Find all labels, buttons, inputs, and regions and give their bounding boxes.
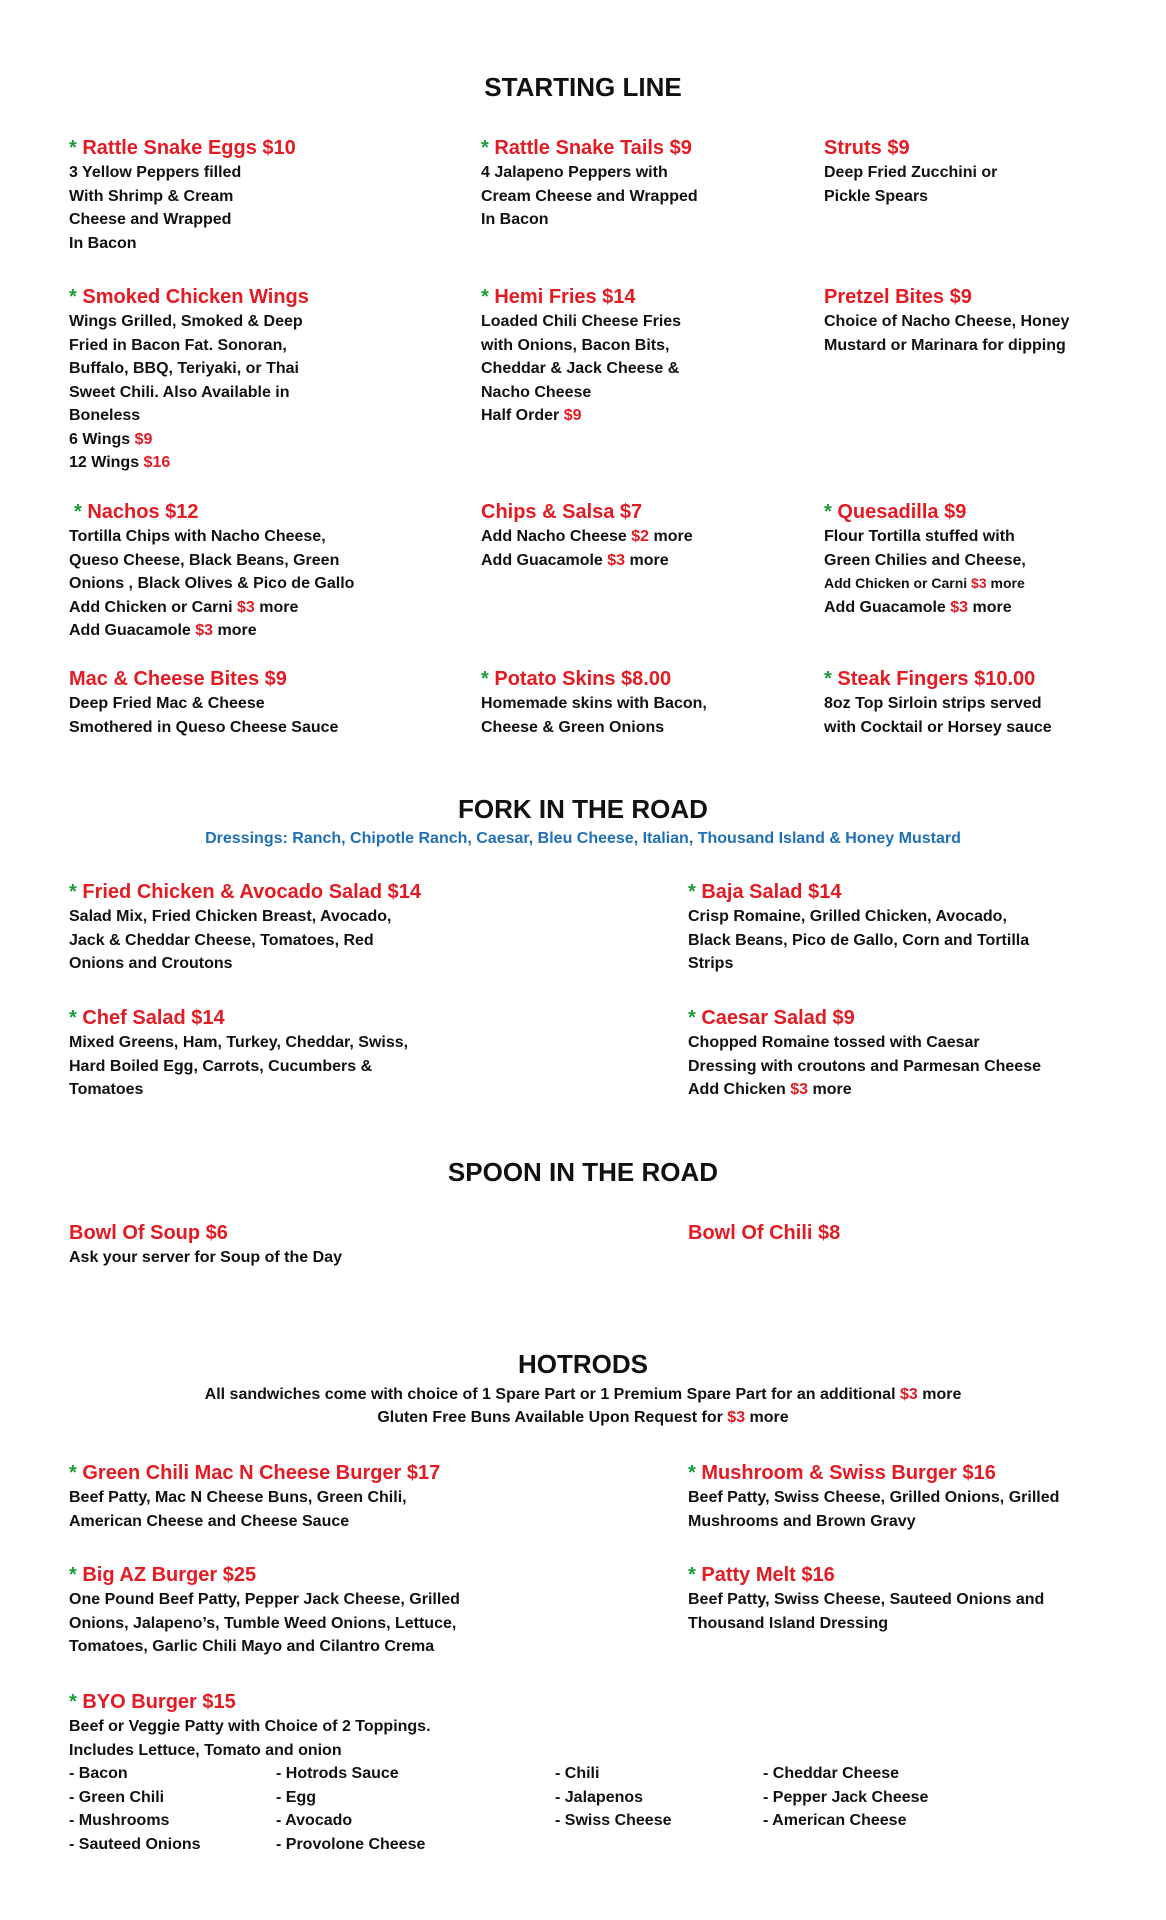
option-label: Half Order xyxy=(481,407,560,424)
star-marker: * xyxy=(688,881,696,903)
star-marker: * xyxy=(69,286,77,308)
desc-line: Jack & Cheddar Cheese, Tomatoes, Red xyxy=(69,931,374,949)
desc-line: Boneless xyxy=(69,407,141,424)
add-on xyxy=(481,525,693,549)
item-title xyxy=(688,1562,1044,1588)
add-on-price: $3 xyxy=(195,622,214,639)
desc-line: American Cheese and Cheese Sauce xyxy=(69,1512,350,1530)
item-name: Quesadilla $9 xyxy=(837,501,967,523)
item-title xyxy=(69,1460,440,1486)
desc-line: With Shrimp & Cream xyxy=(69,187,234,205)
item-description xyxy=(69,1715,431,1762)
add-on-suffix: more xyxy=(990,575,1025,591)
star-marker: * xyxy=(69,1691,77,1713)
add-on-suffix: more xyxy=(653,528,693,545)
menu-item-chef-salad xyxy=(69,1005,408,1102)
desc-line: Thousand Island Dressing xyxy=(688,1614,889,1632)
add-on-price: $3 xyxy=(790,1081,809,1098)
item-name: Caesar Salad $9 xyxy=(701,1007,855,1029)
item-description xyxy=(69,161,296,255)
item-title xyxy=(824,284,1069,310)
desc-line: Onions, Jalapeno’s, Tumble Weed Onions, Lettuce, xyxy=(69,1614,457,1632)
item-description xyxy=(69,1246,342,1270)
desc-line: Loaded Chili Cheese Fries xyxy=(481,313,682,330)
desc-line: Cream Cheese and Wrapped xyxy=(481,187,698,205)
desc-line: Queso Cheese, Black Beans, Green xyxy=(69,551,340,569)
item-name: Patty Melt $16 xyxy=(701,1564,835,1586)
item-title xyxy=(824,666,1052,692)
topping: - Hotrods Sauce xyxy=(276,1765,399,1782)
desc-line: One Pound Beef Patty, Pepper Jack Cheese, Grilled xyxy=(69,1591,460,1608)
item-description xyxy=(824,692,1052,739)
desc-line: Fried in Bacon Fat. Sonoran, xyxy=(69,336,287,354)
menu-item-chips-salsa xyxy=(481,499,693,572)
desc-line: Wings Grilled, Smoked & Deep xyxy=(69,313,303,330)
desc-line: Chopped Romaine tossed with Caesar xyxy=(688,1034,980,1051)
desc-line: with Onions, Bacon Bits, xyxy=(481,336,670,354)
note-text: Gluten Free Buns Available Upon Request for xyxy=(377,1409,723,1426)
item-description xyxy=(688,905,1029,976)
desc-line: Smothered in Queso Cheese Sauce xyxy=(69,718,339,736)
desc-line: Cheddar & Jack Cheese & xyxy=(481,360,680,377)
add-on xyxy=(481,549,693,573)
star-marker: * xyxy=(688,1462,696,1484)
item-name: Chips & Salsa $7 xyxy=(481,501,643,523)
note-price: $3 xyxy=(727,1409,746,1426)
item-description xyxy=(688,1031,1041,1102)
desc-line: Sweet Chili. Also Available in xyxy=(69,383,290,401)
item-description xyxy=(69,525,354,643)
item-title xyxy=(824,499,1026,525)
item-title xyxy=(481,284,681,310)
star-marker: * xyxy=(481,286,489,308)
item-description xyxy=(824,525,1026,619)
item-title xyxy=(688,1220,840,1246)
item-title xyxy=(69,284,309,310)
desc-line: Salad Mix, Fried Chicken Breast, Avocado, xyxy=(69,908,392,925)
item-name: Green Chili Mac N Cheese Burger $17 xyxy=(82,1462,441,1484)
section-title-hotrods: HOTRODS xyxy=(518,1349,648,1379)
item-title xyxy=(481,499,693,525)
topping: - Cheddar Cheese xyxy=(763,1765,900,1782)
item-title xyxy=(824,135,997,161)
item-name: Big AZ Burger $25 xyxy=(82,1564,257,1586)
item-description xyxy=(688,1486,1059,1533)
option-price: $16 xyxy=(143,454,171,471)
item-title xyxy=(69,1220,342,1246)
item-name: Chef Salad $14 xyxy=(82,1007,225,1029)
item-name: Struts $9 xyxy=(824,137,910,159)
item-title xyxy=(69,1689,431,1715)
item-title xyxy=(688,879,1029,905)
option-label: 12 Wings xyxy=(69,454,140,471)
item-description xyxy=(481,692,707,739)
desc-line: Buffalo, BBQ, Teriyaki, or Thai xyxy=(69,360,299,377)
add-on-label: Add Chicken or Carni xyxy=(69,598,233,616)
note-text: more xyxy=(749,1409,789,1426)
menu-item-smoked-chicken-wings xyxy=(69,284,309,475)
desc-line: Crisp Romaine, Grilled Chicken, Avocado, xyxy=(688,908,1007,925)
note-text: more xyxy=(922,1386,962,1403)
desc-line: Beef Patty, Swiss Cheese, Sauteed Onions and xyxy=(688,1591,1045,1608)
item-name: Bowl Of Soup $6 xyxy=(69,1222,228,1244)
menu-item-potato-skins xyxy=(481,666,707,739)
item-title xyxy=(69,135,296,161)
topping: - Jalapenos xyxy=(555,1789,644,1806)
item-description xyxy=(69,692,338,739)
desc-line: Beef Patty, Mac N Cheese Buns, Green Chili, xyxy=(69,1489,407,1506)
add-on xyxy=(69,619,354,643)
star-marker: * xyxy=(69,881,77,903)
menu-item-struts xyxy=(824,135,997,208)
topping: - Swiss Cheese xyxy=(555,1812,672,1829)
item-description xyxy=(69,905,421,976)
desc-line: Cheese & Green Onions xyxy=(481,718,665,736)
desc-line: Flour Tortilla stuffed with xyxy=(824,528,1015,545)
add-on-suffix: more xyxy=(629,551,669,569)
item-name: Pretzel Bites $9 xyxy=(824,286,972,308)
star-marker: * xyxy=(688,1007,696,1029)
gluten-free-note xyxy=(0,1406,1166,1430)
section-title-starting-line: STARTING LINE xyxy=(484,72,682,102)
menu-item-rattle-snake-eggs xyxy=(69,135,296,255)
desc-line: 8oz Top Sirloin strips served xyxy=(824,695,1042,712)
add-on xyxy=(688,1078,1041,1102)
menu-item-baja-salad xyxy=(688,879,1029,976)
item-description xyxy=(69,1588,460,1659)
menu-item-rattle-snake-tails xyxy=(481,135,698,232)
desc-line: Deep Fried Mac & Cheese xyxy=(69,695,265,712)
item-title xyxy=(69,879,421,905)
desc-line: Nacho Cheese xyxy=(481,383,592,401)
price-option xyxy=(69,451,309,475)
add-on-price: $3 xyxy=(950,598,969,616)
item-name: Fried Chicken & Avocado Salad $14 xyxy=(82,881,421,903)
item-description xyxy=(481,525,693,572)
item-name: Smoked Chicken Wings xyxy=(82,286,309,308)
option-price: $9 xyxy=(134,430,153,448)
section-title-fork-in-the-road: FORK IN THE ROAD xyxy=(458,794,708,824)
item-description xyxy=(824,310,1069,357)
add-on-price: $3 xyxy=(971,575,987,591)
desc-line: Homemade skins with Bacon, xyxy=(481,695,707,712)
menu-item-hemi-fries xyxy=(481,284,681,428)
desc-line: Mushrooms and Brown Gravy xyxy=(688,1512,916,1530)
desc-line: In Bacon xyxy=(481,211,549,228)
item-description xyxy=(69,1031,408,1102)
topping: - Green Chili xyxy=(69,1789,165,1806)
menu-item-fried-chicken-avocado-salad xyxy=(69,879,421,976)
note-text: All sandwiches come with choice of 1 Spare Part or 1 Premium Spare Part for an additional xyxy=(204,1386,896,1403)
add-on-label: Add Guacamole xyxy=(481,551,603,569)
desc-line: 4 Jalapeno Peppers with xyxy=(481,164,668,181)
desc-line: Onions , Black Olives & Pico de Gallo xyxy=(69,575,355,592)
desc-line: Pickle Spears xyxy=(824,187,929,205)
item-name: Nachos $12 xyxy=(87,501,199,523)
item-name: BYO Burger $15 xyxy=(82,1691,236,1713)
option-price: $9 xyxy=(563,407,582,424)
desc-line: Green Chilies and Cheese, xyxy=(824,551,1026,569)
item-title xyxy=(69,1562,460,1588)
add-on-suffix: more xyxy=(972,598,1012,616)
item-title xyxy=(69,666,338,692)
desc-line: Black Beans, Pico de Gallo, Corn and Tortilla xyxy=(688,931,1030,949)
topping: - Bacon xyxy=(69,1765,128,1782)
menu-item-caesar-salad xyxy=(688,1005,1041,1102)
star-marker: * xyxy=(481,668,489,690)
topping: - Avocado xyxy=(276,1812,353,1829)
menu-item-steak-fingers xyxy=(824,666,1052,739)
item-name: Baja Salad $14 xyxy=(701,881,842,903)
item-title xyxy=(74,499,199,525)
desc-line: Mixed Greens, Ham, Turkey, Cheddar, Swiss, xyxy=(69,1034,409,1051)
desc-line: Mustard or Marinara for dipping xyxy=(824,336,1066,354)
item-name: Rattle Snake Tails $9 xyxy=(494,137,692,159)
add-on-label: Add Chicken or Carni xyxy=(824,575,968,591)
item-description xyxy=(481,310,681,428)
star-marker: * xyxy=(824,668,832,690)
topping: - Chili xyxy=(555,1765,600,1782)
item-name: Hemi Fries $14 xyxy=(494,286,636,308)
item-description xyxy=(824,161,997,208)
star-marker: * xyxy=(481,137,489,159)
topping: - Egg xyxy=(276,1789,316,1806)
add-on-price: $3 xyxy=(237,598,255,616)
menu-item-nachos xyxy=(74,499,199,525)
item-description xyxy=(69,310,309,475)
star-marker: * xyxy=(69,137,77,159)
desc-line: with Cocktail or Horsey sauce xyxy=(824,718,1052,736)
star-marker: * xyxy=(688,1564,696,1586)
desc-line: Strips xyxy=(688,955,734,972)
menu-item-pretzel-bites xyxy=(824,284,1069,357)
add-on-label: Add Nacho Cheese xyxy=(481,528,627,545)
star-marker: * xyxy=(74,501,82,523)
item-name: Mac & Cheese Bites $9 xyxy=(69,668,287,690)
menu-item-bowl-of-soup xyxy=(69,1220,342,1270)
item-title xyxy=(688,1460,1059,1486)
menu-item-patty-melt xyxy=(688,1562,1044,1635)
item-description xyxy=(688,1588,1044,1635)
desc-line: Deep Fried Zucchini or xyxy=(824,164,998,181)
price-option xyxy=(481,404,681,428)
add-on xyxy=(824,572,1026,596)
note-price: $3 xyxy=(899,1386,918,1403)
topping: - Sauteed Onions xyxy=(69,1836,201,1853)
add-on-suffix: more xyxy=(217,622,257,639)
desc-line: Tomatoes, Garlic Chili Mayo and Cilantro Crema xyxy=(69,1638,435,1655)
item-name: Mushroom & Swiss Burger $16 xyxy=(701,1462,996,1484)
desc-line: Cheese and Wrapped xyxy=(69,211,232,228)
desc-line: 3 Yellow Peppers filled xyxy=(69,164,242,181)
menu-item-bowl-of-chili xyxy=(688,1220,840,1246)
add-on-label: Add Guacamole xyxy=(69,622,191,639)
desc-line: Choice of Nacho Cheese, Honey xyxy=(824,313,1070,330)
item-title xyxy=(688,1005,1041,1031)
topping: - Provolone Cheese xyxy=(276,1836,426,1853)
dressings-note: Dressings: Ranch, Chipotle Ranch, Caesar, Bleu Cheese, Italian, Thousand Island & Honey Mustard xyxy=(205,830,961,847)
desc-line: Ask your server for Soup of the Day xyxy=(69,1249,342,1266)
add-on-suffix: more xyxy=(812,1081,852,1098)
desc-line: Tortilla Chips with Nacho Cheese, xyxy=(69,528,326,545)
menu-item-quesadilla xyxy=(824,499,1026,619)
add-on xyxy=(824,596,1026,620)
topping: - American Cheese xyxy=(763,1812,907,1829)
menu-item-big-az-burger xyxy=(69,1562,460,1659)
item-description xyxy=(69,1486,440,1533)
item-name: Potato Skins $8.00 xyxy=(494,668,672,690)
desc-line: Beef or Veggie Patty with Choice of 2 Toppings. xyxy=(69,1718,431,1735)
item-description xyxy=(481,161,698,232)
desc-line: Dressing with croutons and Parmesan Cheese xyxy=(688,1057,1041,1075)
menu-item-green-chili-mac-burger xyxy=(69,1460,440,1533)
menu-item-byo-burger xyxy=(69,1689,431,1762)
add-on-label: Add Chicken xyxy=(688,1081,786,1098)
star-marker: * xyxy=(824,501,832,523)
hotrods-note xyxy=(0,1383,1166,1407)
item-name: Rattle Snake Eggs $10 xyxy=(82,137,296,159)
topping: - Mushrooms xyxy=(69,1812,170,1829)
add-on-suffix: more xyxy=(259,598,299,616)
section-title-spoon-in-the-road: SPOON IN THE ROAD xyxy=(447,1157,719,1187)
option-label: 6 Wings xyxy=(69,430,131,448)
item-title xyxy=(481,135,698,161)
item-name: Bowl Of Chili $8 xyxy=(688,1222,841,1244)
price-option xyxy=(69,428,309,452)
menu-item-mac-cheese-bites xyxy=(69,666,338,739)
desc-line: Beef Patty, Swiss Cheese, Grilled Onions, Grilled xyxy=(688,1489,1060,1506)
desc-line: Onions and Croutons xyxy=(69,955,233,972)
star-marker: * xyxy=(69,1564,77,1586)
add-on xyxy=(69,596,354,620)
menu-item-mushroom-swiss-burger xyxy=(688,1460,1059,1533)
desc-line: Includes Lettuce, Tomato and onion xyxy=(69,1741,342,1759)
star-marker: * xyxy=(69,1007,77,1029)
topping: - Pepper Jack Cheese xyxy=(763,1789,929,1806)
desc-line: Tomatoes xyxy=(69,1081,144,1098)
add-on-price: $2 xyxy=(631,528,650,545)
menu-item-nachos-description xyxy=(69,525,354,643)
add-on-label: Add Guacamole xyxy=(824,598,946,616)
desc-line: Hard Boiled Egg, Carrots, Cucumbers & xyxy=(69,1057,373,1075)
item-title xyxy=(69,1005,408,1031)
star-marker: * xyxy=(69,1462,77,1484)
desc-line: In Bacon xyxy=(69,234,137,252)
item-name: Steak Fingers $10.00 xyxy=(837,668,1036,690)
item-title xyxy=(481,666,707,692)
add-on-price: $3 xyxy=(607,551,626,569)
